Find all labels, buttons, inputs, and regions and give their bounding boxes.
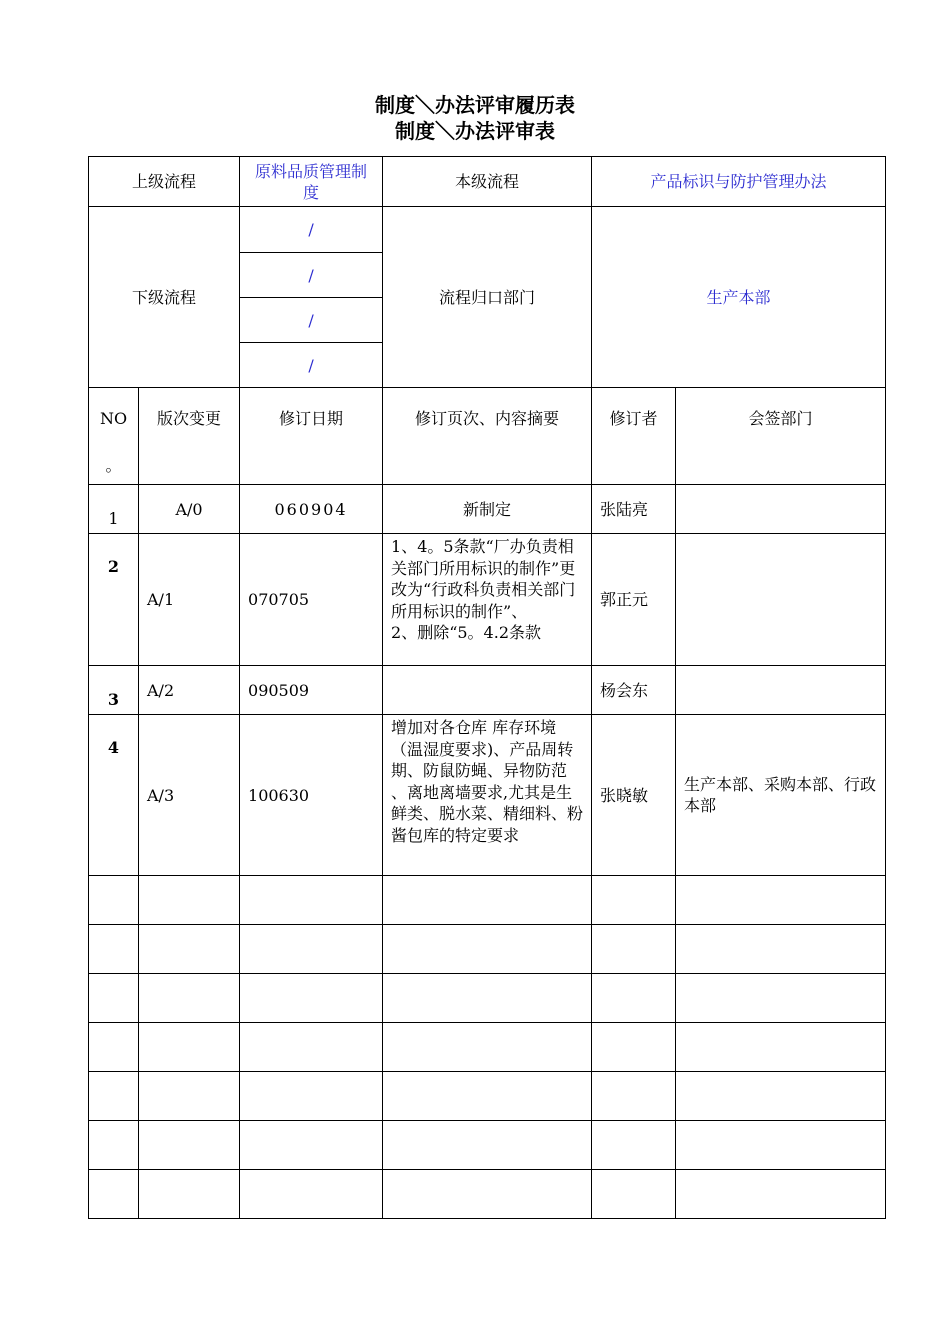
empty-cell <box>89 1170 139 1219</box>
empty-cell <box>89 1072 139 1121</box>
row-date: 100630 <box>240 715 383 876</box>
empty-cell <box>89 925 139 974</box>
empty-cell <box>240 876 383 925</box>
upper-process-value: 原料品质管理制度 <box>240 157 383 207</box>
empty-cell <box>383 1170 592 1219</box>
empty-row <box>89 1072 886 1121</box>
title-block <box>0 92 950 144</box>
row-summary: 增加对各仓库 库存环境（温湿度要求)、产品周转期、防鼠防蝇、异物防范 、离地离墙要求,尤其是生鲜类、脱水菜、精细料、粉酱包库的特定要求 <box>383 715 592 876</box>
row-version: A/1 <box>139 534 240 666</box>
empty-cell <box>89 1121 139 1170</box>
document-title: 制度＼办法评审履历表 <box>375 93 575 117</box>
row-reviser: 张晓敏 <box>592 715 676 876</box>
table-row <box>89 715 886 876</box>
column-header-row <box>89 388 886 485</box>
col-no-header <box>89 388 139 485</box>
col-date-header: 修订日期 <box>240 388 383 485</box>
empty-cell <box>383 876 592 925</box>
empty-cell <box>89 1023 139 1072</box>
review-table <box>88 156 886 1219</box>
row-countersign <box>676 666 886 715</box>
empty-cell <box>139 876 240 925</box>
empty-cell <box>676 1170 886 1219</box>
empty-cell <box>676 974 886 1023</box>
row-no: 4 <box>89 715 139 876</box>
lower-process-value: / <box>240 343 383 388</box>
row-reviser: 郭正元 <box>592 534 676 666</box>
current-process-label: 本级流程 <box>383 157 592 207</box>
col-reviser-header: 修订者 <box>592 388 676 485</box>
empty-cell <box>383 1023 592 1072</box>
empty-cell <box>676 876 886 925</box>
empty-cell <box>240 1072 383 1121</box>
row-version: A/0 <box>139 485 240 534</box>
row-date: 090509 <box>240 666 383 715</box>
dept-label: 流程归口部门 <box>383 207 592 388</box>
col-countersign-header: 会签部门 <box>676 388 886 485</box>
row-no: 2 <box>89 534 139 666</box>
row-date: 070705 <box>240 534 383 666</box>
empty-cell <box>139 1170 240 1219</box>
row-countersign: 生产本部、采购本部、行政本部 <box>676 715 886 876</box>
row-summary: 新制定 <box>383 485 592 534</box>
lower-process-row <box>89 207 886 253</box>
row-summary <box>383 666 592 715</box>
row-version: A/2 <box>139 666 240 715</box>
empty-cell <box>592 1023 676 1072</box>
empty-cell <box>676 925 886 974</box>
lower-process-value: / <box>240 207 383 253</box>
table-row <box>89 534 886 666</box>
empty-cell <box>383 925 592 974</box>
empty-cell <box>592 974 676 1023</box>
empty-cell <box>592 1170 676 1219</box>
table-row <box>89 666 886 715</box>
empty-cell <box>240 1121 383 1170</box>
row-no: 1 <box>89 485 139 534</box>
empty-cell <box>383 974 592 1023</box>
document-subtitle: 制度＼办法评审表 <box>395 119 555 143</box>
row-reviser: 杨会东 <box>592 666 676 715</box>
lower-process-label: 下级流程 <box>89 207 240 388</box>
empty-cell <box>139 1072 240 1121</box>
empty-cell <box>592 1121 676 1170</box>
empty-row <box>89 925 886 974</box>
empty-cell <box>240 1023 383 1072</box>
col-version-header: 版次变更 <box>139 388 240 485</box>
empty-cell <box>676 1072 886 1121</box>
empty-cell <box>383 1121 592 1170</box>
empty-cell <box>592 925 676 974</box>
row-no: 3 <box>89 666 139 715</box>
row-date: 060904 <box>240 485 383 534</box>
row-countersign <box>676 534 886 666</box>
empty-cell <box>592 1072 676 1121</box>
empty-row <box>89 974 886 1023</box>
col-summary-header: 修订页次、内容摘要 <box>383 388 592 485</box>
empty-cell <box>383 1072 592 1121</box>
empty-row <box>89 1121 886 1170</box>
empty-cell <box>676 1121 886 1170</box>
empty-cell <box>139 1023 240 1072</box>
lower-process-value: / <box>240 253 383 298</box>
empty-row <box>89 876 886 925</box>
col-no-label: NO <box>99 409 128 428</box>
table-row <box>89 485 886 534</box>
row-reviser: 张陆亮 <box>592 485 676 534</box>
lower-process-value: / <box>240 298 383 343</box>
empty-cell <box>240 925 383 974</box>
empty-row <box>89 1023 886 1072</box>
row-version: A/3 <box>139 715 240 876</box>
current-process-value: 产品标识与防护管理办法 <box>592 157 886 207</box>
empty-cell <box>89 876 139 925</box>
empty-cell <box>89 974 139 1023</box>
empty-cell <box>592 876 676 925</box>
row-summary: 1、4。5条款“厂办负责相关部门所用标识的制作”更改为“行政科负责相关部门所用标识的制作”、 2、删除“5。4.2条款 <box>383 534 592 666</box>
empty-cell <box>676 1023 886 1072</box>
empty-cell <box>240 1170 383 1219</box>
empty-cell <box>139 925 240 974</box>
empty-cell <box>240 974 383 1023</box>
upper-process-row <box>89 157 886 207</box>
upper-process-label: 上级流程 <box>89 157 240 207</box>
row-countersign <box>676 485 886 534</box>
dept-value: 生产本部 <box>592 207 886 388</box>
empty-cell <box>139 974 240 1023</box>
col-no-mark: 。 <box>105 456 122 475</box>
empty-row <box>89 1170 886 1219</box>
empty-cell <box>139 1121 240 1170</box>
